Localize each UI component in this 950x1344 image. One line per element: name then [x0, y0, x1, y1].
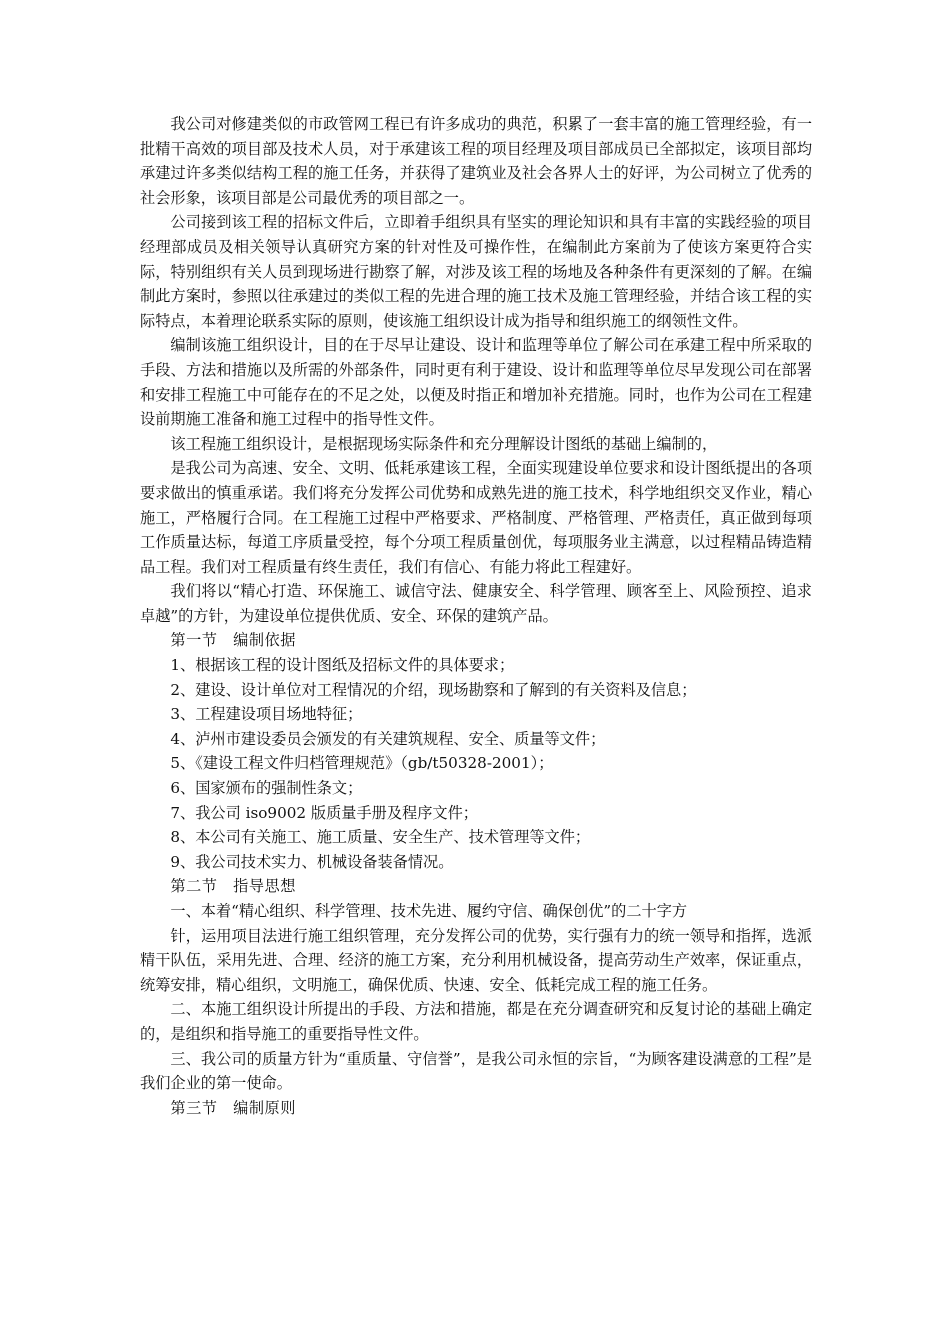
section1-item: 3、工程建设项目场地特征；: [170, 705, 363, 724]
section2-principle-line: 一、本着“精心组织、科学管理、技术先进、履约守信、确保创优”的二十字方: [170, 902, 688, 920]
paragraph-commitment: 是我公司为高速、安全、文明、低耗承建该工程，全面实现建设单位要求和设计图纸提出的各项要求做出的慎重承诺。我们将充分发挥公司优势和成熟先进的施工技术，科学地组织交叉作业，精心施工，严格履行合同。在工程施工过程中严格要求、严格制度、严格管理、严格责任，真正做到每项工作质量达标，每道工序质量受控，每个分项工程质量创优，每项服务业主满意，以过程精品铸造精品工程。我们对工程质量有终生责任，我们有信心、有能力将此工程建好。: [140, 459, 812, 576]
paragraph-policy: 我们将以“精心打造、环保施工、诚信守法、健康安全、科学管理、顾客至上、风险预控、追求卓越”的方针，为建设单位提供优质、安全、环保的建筑产品。: [140, 582, 812, 625]
paragraph-purpose: 编制该施工组织设计，目的在于尽早让建设、设计和监理等单位了解公司在承建工程中所采取的手段、方法和措施以及所需的外部条件，同时更有利于建设、设计和监理等单位尽早发现公司在部署和安排工程施工中可能存在的不足之处，以便及时指正和增加补充措施。同时，也作为公司在工程建设前期施工准备和施工过程中的指导性文件。: [140, 336, 812, 429]
section1-item: 2、建设、设计单位对工程情况的介绍，现场勘察和了解到的有关资料及信息；: [170, 680, 697, 699]
section1-item: 5、《建设工程文件归档管理规范》（gb/t50328-2001）；: [170, 754, 554, 773]
paragraph-basis: 该工程施工组织设计，是根据现场实际条件和充分理解设计图纸的基础上编制的，: [170, 434, 718, 453]
section1-item: 7、我公司 iso9002 版质量手册及程序文件；: [170, 803, 478, 822]
section1-item: 6、国家颁布的强制性条文；: [170, 779, 363, 798]
section2-paragraph-2: 二、本施工组织设计所提出的手段、方法和措施，都是在充分调查研究和反复讨论的基础上确定的，是组织和指导施工的重要指导性文件。: [140, 1000, 812, 1043]
section1-item: 8、本公司有关施工、施工质量、安全生产、技术管理等文件；: [170, 828, 591, 847]
paragraph-intro: 我公司对修建类似的市政管网工程已有许多成功的典范，积累了一套丰富的施工管理经验，有一批精干高效的项目部及技术人员，对于承建该工程的项目经理及项目部成员已全部拟定，该项目部均承建过许多类似结构工程的施工任务，并获得了建筑业及社会各界人士的好评，为公司树立了优秀的社会形象，该项目部是公司最优秀的项目部之一。: [140, 115, 812, 207]
paragraph-tender: 公司接到该工程的招标文件后，立即着手组织具有坚实的理论知识和具有丰富的实践经验的项目经理部成员及相关领导认真研究方案的针对性及可操作性，在编制此方案前为了使该方案更符合实际，特别组织有关人员到现场进行勘察了解，对涉及该工程的场地及各种条件有更深刻的了解。在编制此方案时，参照以往承建过的类似工程的先进合理的施工技术及施工管理经验，并结合该工程的实际特点，本着理论联系实际的原则，使该施工组织设计成为指导和组织施工的纲领性文件。: [140, 213, 812, 330]
section2-paragraph-3: 三、我公司的质量方针为“重质量、守信誉”，是我公司永恒的宗旨，“为顾客建设满意的工程”是我们企业的第一使命。: [140, 1049, 812, 1093]
section2-paragraph-1: 针，运用项目法进行施工组织管理，充分发挥公司的优势，实行强有力的统一领导和指挥，选派精干队伍，采用先进、合理、经济的施工方案，充分利用机械设备，提高劳动生产效率，保证重点，统筹安排，精心组织，文明施工，确保优质、快速、安全、低耗完成工程的施工任务。: [140, 926, 812, 994]
section3-title: 第三节 编制原则: [170, 1098, 296, 1117]
section1-title: 第一节 编制依据: [170, 631, 296, 650]
section1-item: 4、泸州市建设委员会颁发的有关建筑规程、安全、质量等文件；: [170, 729, 606, 748]
section1-item: 9、我公司技术实力、机械设备装备情况。: [170, 852, 454, 871]
section1-item: 1、根据该工程的设计图纸及招标文件的具体要求；: [170, 656, 515, 675]
section2-title: 第二节 指导思想: [170, 877, 296, 896]
document-body: [140, 112, 812, 1120]
